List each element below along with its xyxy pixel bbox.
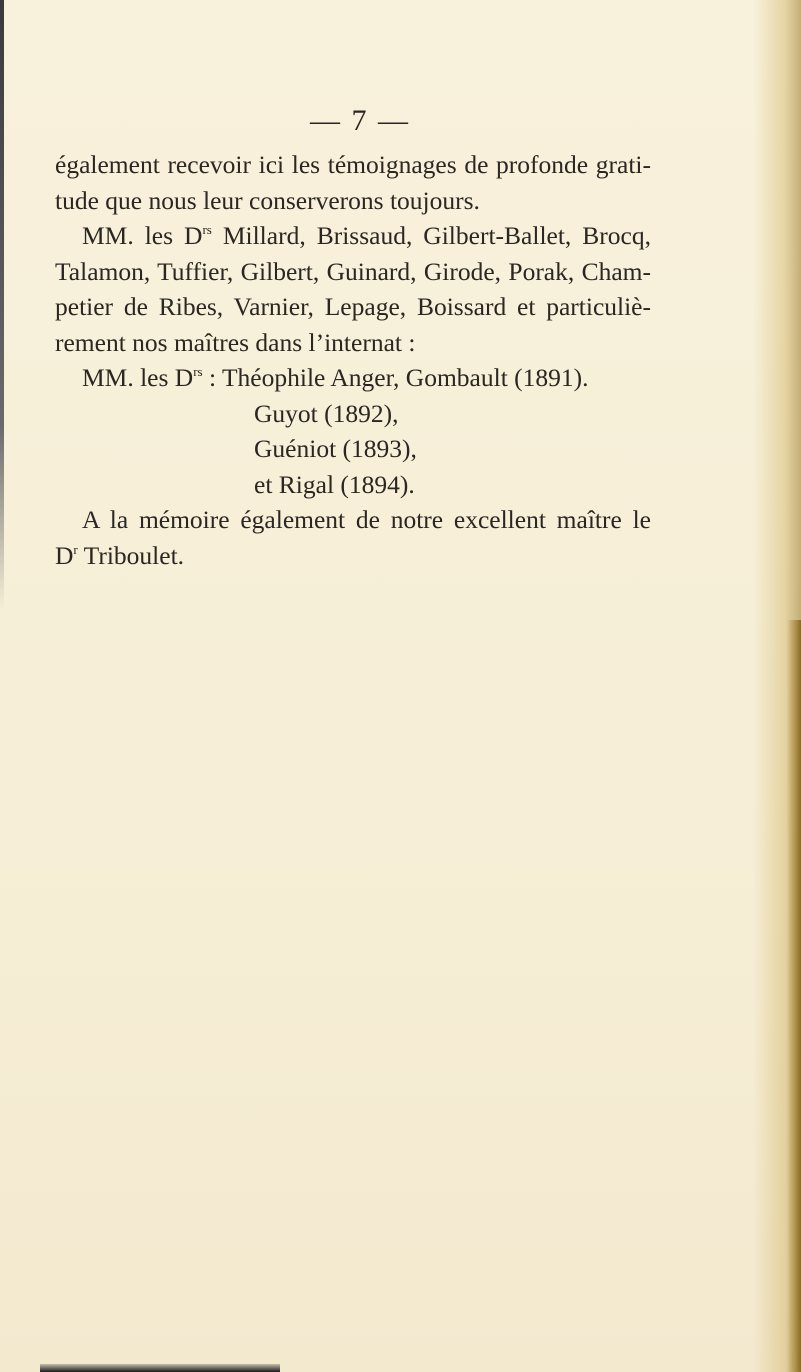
text-line-6: rement nos maîtres dans l’internat : [55,327,416,357]
text-line-12 [55,538,651,574]
text-line-7-start: MM. les D [82,363,194,392]
page-number: — 7 — [310,104,410,137]
text-line-10: et Rigal (1894). [254,469,415,499]
text-line-3-start: MM. les D [82,221,203,250]
text-line-12-end: Triboulet. [77,540,185,570]
text-line-12-start: D [55,540,74,570]
text-line-5: petier de Ribes, Varnier, Lepage, Boissard et particuliè- [55,292,651,321]
text-line-4: Talamon, Tuffier, Gilbert, Guinard, Girode, Porak, Cham- [55,256,651,286]
text-line-3-superscript: rs [202,222,212,237]
text-line-9: Guéniot (1893), [254,434,417,463]
text-line-7 [55,360,651,396]
text-line-7-superscript: rs [193,364,203,379]
page-left-edge-shadow [0,0,4,610]
page-bottom-edge-shadow [40,1364,280,1372]
text-line-1: également recevoir ici les témoignages de profonde grati- [55,150,651,179]
text-line-8: Guyot (1892), [254,398,399,428]
body-text [55,147,651,573]
page-right-edge-stain [787,620,801,1372]
text-line-3 [55,218,651,254]
text-line-12-superscript: r [73,541,78,557]
text-line-11: A la mémoire également de notre excellent maître le [82,505,651,534]
text-line-7-end: : Théophile Anger, Gombault (1891). [202,363,589,392]
text-line-2: tude que nous leur conserverons toujours. [55,185,480,215]
text-line-3-end: Millard, Brissaud, Gilbert-Ballet, Brocq, [211,221,651,250]
